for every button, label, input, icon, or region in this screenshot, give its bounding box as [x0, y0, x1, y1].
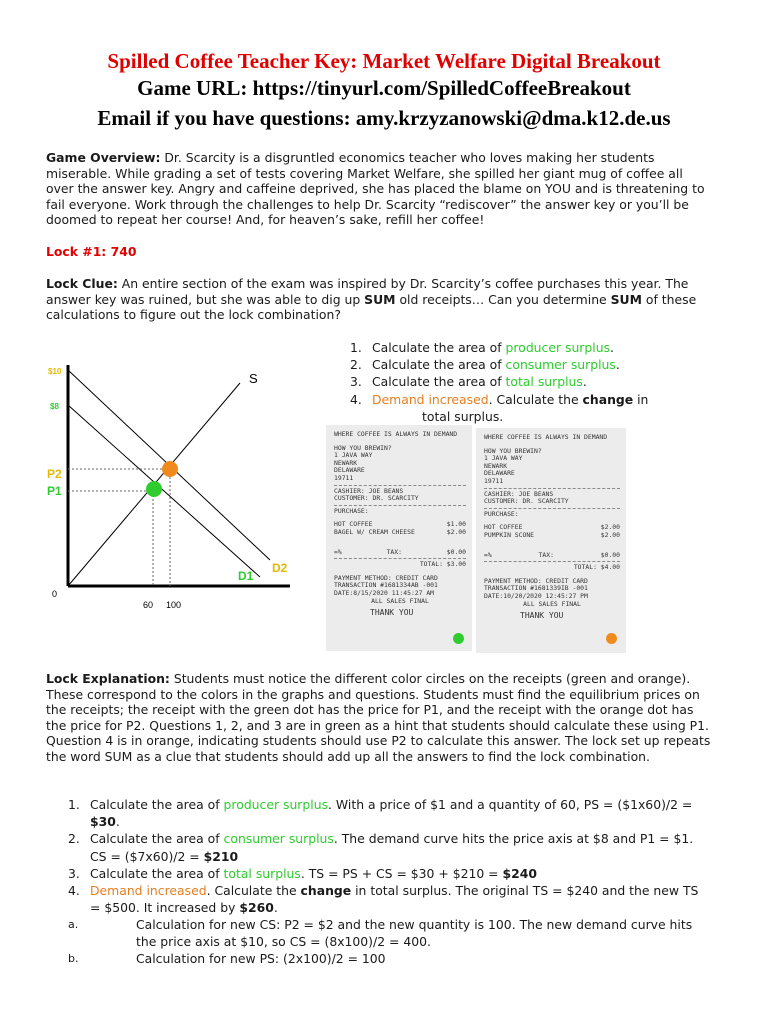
lock-explanation [46, 671, 714, 765]
label-q100: 100 [166, 600, 182, 610]
clue-label: Lock Clue: [46, 276, 118, 291]
label-d1: D1 [238, 569, 254, 583]
overview-text: Dr. Scarcity is a disgruntled economics teacher who loves making her students miserable. While grading a set of tests covering Market Welfare, she spilled her giant mug of coffee all over the answer key. Angry and caffeine deprived, she has placed the blame on YOU and is threatening to fail everyone. Work through the challenges to help Dr. Scarcity “rediscover” the answer key or you’ll be doomed to repeat her course! And, for heaven’s sake, refill her coffee! [46, 150, 705, 228]
answer-3: 3. Calculate the area of total surplus. TS = PS + CS = $30 + $210 = $240 [68, 865, 537, 881]
question-1: 1. Calculate the area of producer surplus. [350, 340, 614, 355]
lock-clue [46, 276, 714, 323]
label-q60: 60 [143, 600, 154, 610]
label-10: $10 [48, 367, 62, 376]
clue-sum-2: SUM [610, 291, 642, 307]
question-4: 4. Demand increased. Calculate the change in total surplus. [350, 391, 649, 424]
answer-2: 2. Calculate the area of consumer surplus. The demand curve hits the price axis at $8 and P1 = $1. CS = ($7x60)/2 = $210 [68, 831, 694, 864]
explanation-label: Lock Explanation: [46, 671, 170, 686]
label-8: $8 [50, 402, 59, 411]
label-d2: D2 [272, 561, 288, 575]
answer-4a: a. Calculation for new CS: P2 = $2 and the new quantity is 100. The new demand curve hits the price axis at $10, so CS = (8x100)/2 = 400. [68, 917, 693, 950]
question-list [350, 339, 730, 425]
page-title: Spilled Coffee Teacher Key: Market Welfare Digital Breakout [107, 49, 661, 73]
label-s: S [249, 371, 258, 386]
receipt-1-green-dot [453, 633, 464, 644]
game-overview [46, 150, 714, 228]
clue-text-2: old receipts… Can you determine [395, 291, 611, 307]
lock-title: Lock #1: 740 [46, 244, 137, 259]
supply-demand-graph [40, 355, 300, 615]
equilibrium-p2-dot [162, 461, 178, 477]
receipt-2: WHERE COFFEE IS ALWAYS IN DEMAND HOW YOU BREWIN? 1 JAVA WAY NEWARK DELAWARE 19711 CASHIER: JOE BEANS CUSTOMER: DR. SCARCITY PURCHASE: HOT COFFEE $2.00 PUMPKIN SCONE $2.00 =% TAX: $0.00 TOTAL: $4.00 PAYMENT METHOD: CREDIT CARD TRANSACTION #1681339IB -001 DATE:10/20/2020 12:45:27 PM ALL SALES FINAL THANK YOU [476, 428, 626, 653]
receipt-1: WHERE COFFEE IS ALWAYS IN DEMAND HOW YOU BREWIN? 1 JAVA WAY NEWARK DELAWARE 19711 CASHIER: JOE BEANS CUSTOMER: DR. SCARCITY PURCHASE: HOT COFFEE $1.00 BAGEL W/ CREAM CHEESE $2.00 =% TAX: $0.00 TOTAL: $3.00 PAYMENT METHOD: CREDIT CARD TRANSACTION #1681334AB -001 DATE:8/15/2020 11:45:27 AM ALL SALES FINAL THANK YOU [326, 425, 472, 651]
clue-text-1: An entire section of the exam was inspired by Dr. Scarcity’s coffee purchases this year. The answer key was ruined, but she was able to dig up [46, 276, 689, 307]
label-zero: 0 [52, 589, 58, 599]
clue-text-3: of these calculations to figure out the lock combination? [46, 291, 697, 323]
label-p2: P2 [47, 467, 62, 481]
answer-1: 1. Calculate the area of producer surplus. With a price of $1 and a quantity of 60, PS = ($1x60)/2 = $30. [68, 797, 693, 830]
answer-4: 4. Demand increased. Calculate the change in total surplus. The original TS = $240 and the new TS = $500. It increased by $260. [68, 883, 699, 916]
answer-4b: b. Calculation for new PS: (2x100)/2 = 100 [68, 951, 386, 967]
explanation-text: Students must notice the different color circles on the receipts (green and orange). These correspond to the colors in the graphs and questions. Students must find the equilibrium prices on the receipts; the receipt with the green dot has the price for P1, and the receipt with the orange dot has the price for P2. Questions 1, 2, and 3 are in green as a hint that students should calculate these using P1. Question 4 is in orange, indicating students should use P2 to calculate this answer. The lock set up repeats the word SUM as a clue that students should add up all the answers to find the lock combination. [46, 671, 711, 764]
receipt-2-orange-dot [606, 633, 617, 644]
label-p1: P1 [47, 484, 62, 498]
equilibrium-p1-dot [146, 481, 162, 497]
clue-sum-1: SUM [364, 291, 396, 307]
game-url: Game URL: https://tinyurl.com/SpilledCoffeeBreakout [137, 76, 631, 100]
question-2: 2. Calculate the area of consumer surplus. [350, 357, 620, 373]
overview-label: Game Overview: [46, 150, 161, 165]
contact-email: Email if you have questions: amy.krzyzanowski@dma.k12.de.us [97, 106, 671, 130]
answer-list [68, 796, 708, 967]
question-3: 3. Calculate the area of total surplus. [350, 374, 587, 390]
